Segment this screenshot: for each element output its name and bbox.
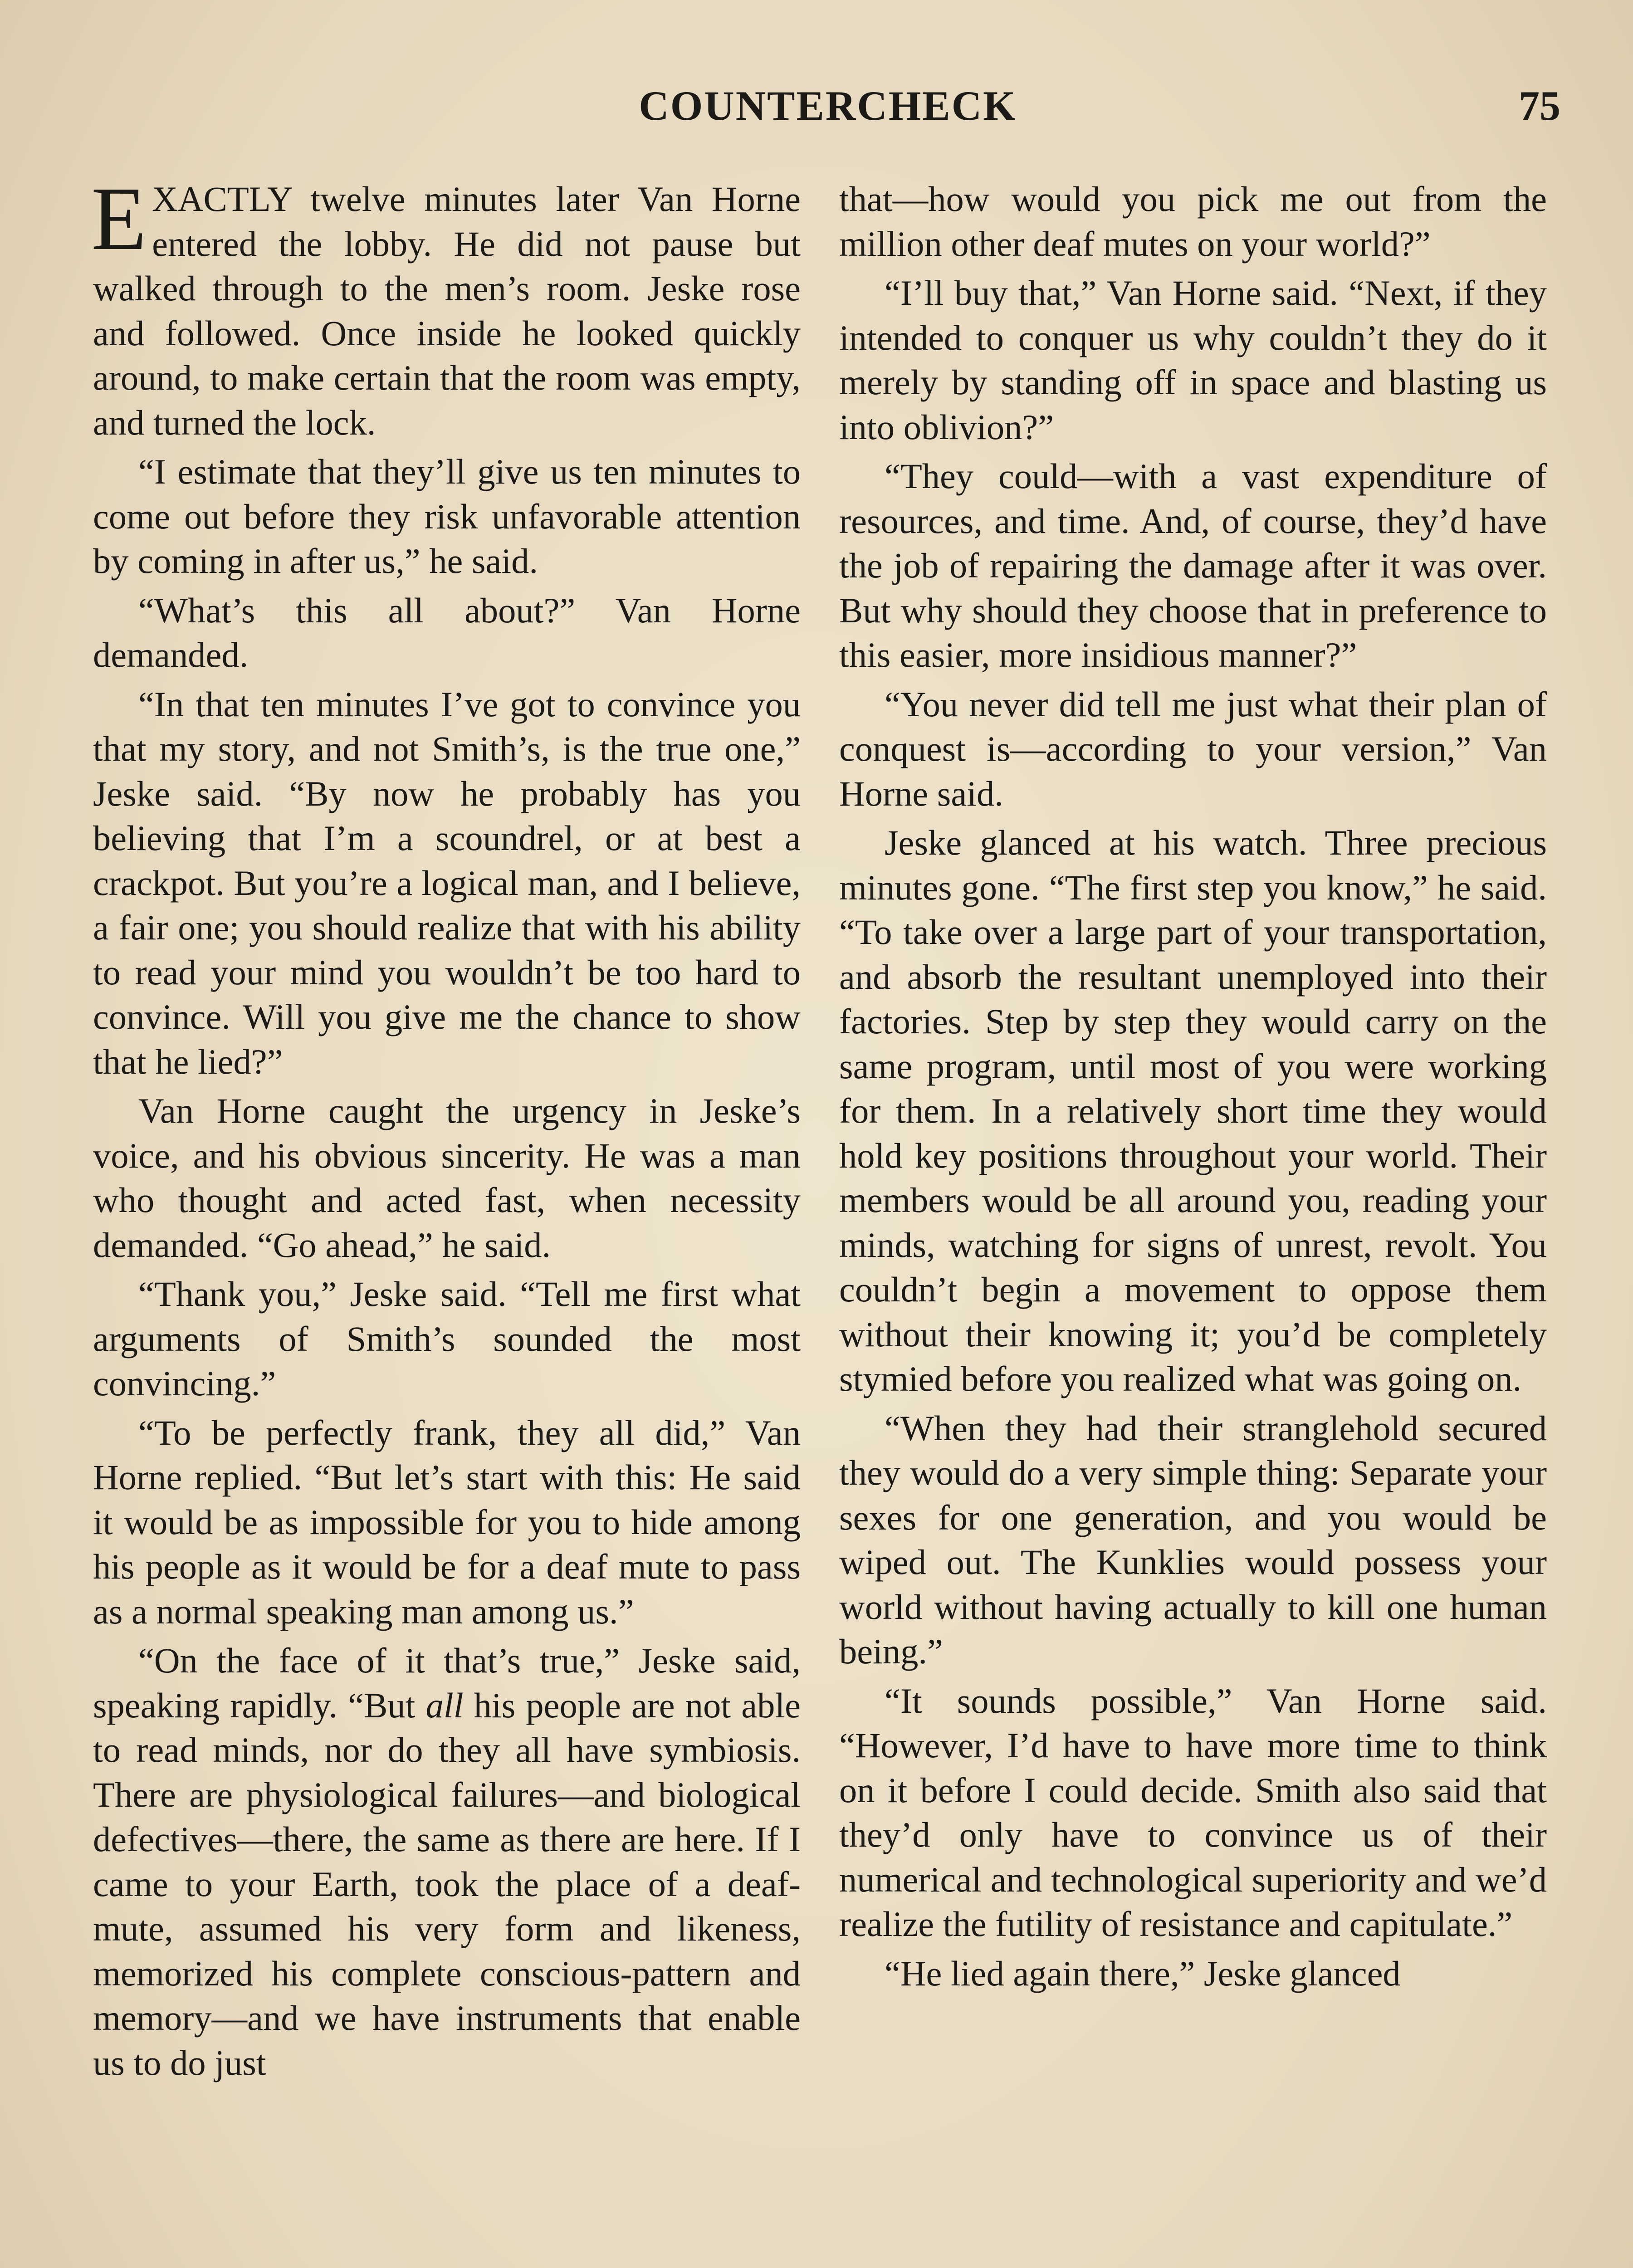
paragraph-text: “On the face of it that’s true,” Jeske said, speaking rapidly. “But	[93, 1641, 801, 1725]
drop-cap: E	[91, 169, 147, 269]
paragraph: “It sounds possible,” Van Horne said. “However, I’d have to have more time to think on it before I could decide. Smith also said that they’d only have to convince us of their numerical and technological superiority and we’d realize the futility of resistance and capitulate.”	[839, 1681, 1547, 1944]
paragraph	[93, 1638, 801, 2085]
page-number: 75	[1519, 83, 1560, 129]
paragraph: “They could—with a vast expenditure of resources, and time. And, of course, they’d have the job of repairing the damage after it was over. But why should they choose that in preference to this easier, more insidious manner?”	[839, 456, 1547, 675]
paragraph: Jeske glanced at his watch. Three precious minutes gone. “The first step you know,” he said. “To take over a large part of your transportation, and absorb the resultant unemployed into their factories. Step by step they would carry on the same program, until most of you were working for them. In a relatively short time they would hold key positions throughout your world. Their members would be all around you, reading your minds, watching for signs of unrest, revolt. You couldn’t begin a movement to oppose them without their knowing it; you’d be completely stymied before you realized what was going on.	[839, 823, 1547, 1398]
right-column	[839, 177, 1547, 2000]
running-head	[95, 82, 1560, 132]
paragraph: “In that ten minutes I’ve got to convince you that my story, and not Smith’s, is the true one,” Jeske said. “By now he probably has you believing that I’m a scoundrel, or at best a crackpot. But you’re a logical man, and I believe, a fair one; you should realize that with his ability to read your mind you wouldn’t be too hard to convince. Will you give me the chance to show that he lied?”	[93, 684, 801, 1081]
paragraph: “He lied again there,” Jeske glanced	[885, 1953, 1401, 1993]
paragraph: “You never did tell me just what their plan of conquest is—according to your version,” Van Horne said.	[839, 684, 1547, 813]
left-column	[91, 169, 801, 2090]
paragraph: “I’ll buy that,” Van Horne said. “Next, if they intended to conquer us why couldn’t they do it merely by standing off in space and blasting us into oblivion?”	[839, 273, 1547, 447]
paragraph-text: his people are not able to read minds, nor do they all have symbiosis. There are physiological failures—and biological defectives—there, the same as there are here. If I came to your Earth, took the place of a deaf-mute, assumed his very form and likeness, memorized his complete conscious-pattern and memory—and we have instruments that enable us to do just	[93, 1685, 801, 2082]
paragraph-text: XACTLY twelve minutes later Van Horne entered the lobby. He did not pause but walked through to the men’s room. Jeske rose and followed. Once inside he looked quickly around, to make certain that the room was empty, and turned the lock.	[93, 179, 801, 442]
paragraph: “To be perfectly frank, they all did,” Van Horne replied. “But let’s start with this: He said it would be as impossible for you to hide among his people as it would be for a deaf mute to pass as a normal speaking man among us.”	[93, 1413, 801, 1631]
paragraph: “I estimate that they’ll give us ten minutes to come out before they risk unfavorable attention by coming in after us,” he said.	[93, 452, 801, 581]
paragraph: “Thank you,” Jeske said. “Tell me first what arguments of Smith’s sounded the most convincing.”	[93, 1274, 801, 1403]
paragraph: that—how would you pick me out from the million other deaf mutes on your world?”	[839, 179, 1547, 264]
paragraph	[91, 169, 801, 445]
paragraph: “When they had their stranglehold secured they would do a very simple thing: Separate your sexes for one generation, and you would be wiped out. The Kunklies would possess your world without having actually to kill one human being.”	[839, 1408, 1547, 1671]
paragraph: Van Horne caught the urgency in Jeske’s voice, and his obvious sincerity. He was a man who thought and acted fast, when necessity demanded. “Go ahead,” he said.	[93, 1091, 801, 1265]
story-title: COUNTERCHECK	[639, 83, 1017, 129]
paragraph: “What’s this all about?” Van Horne demanded.	[93, 590, 801, 675]
italic-emphasis: all	[425, 1685, 464, 1725]
